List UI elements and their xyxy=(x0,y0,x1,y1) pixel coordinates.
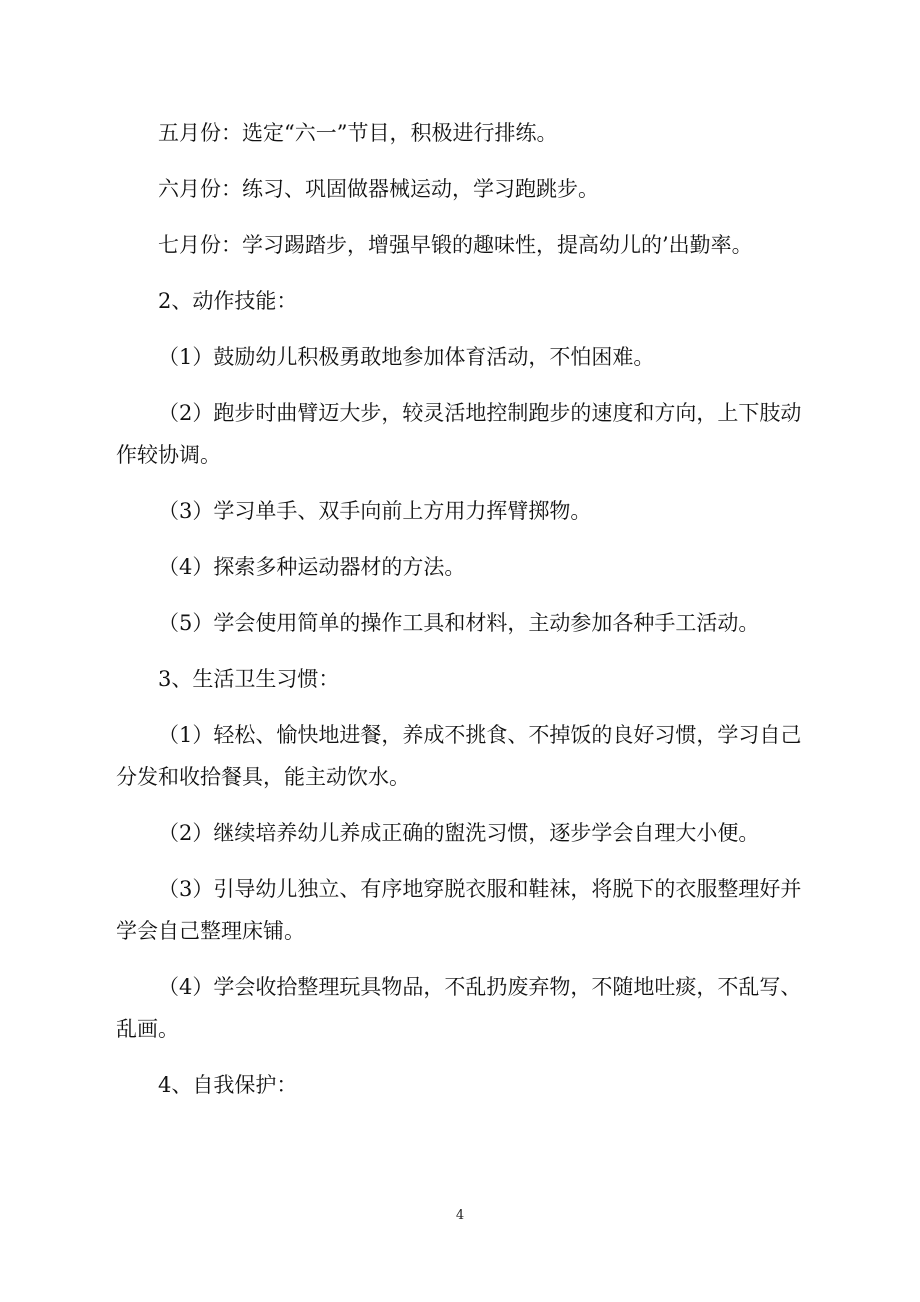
paragraph-hygiene-4: （4）学会收拾整理玩具物品，不乱扔废弃物，不随地吐痰，不乱写、乱画。 xyxy=(116,975,802,1041)
paragraph-motor-2: （2）跑步时曲臂迈大步，较灵活地控制跑步的速度和方向，上下肢动作较协调。 xyxy=(116,401,802,467)
paragraph-motor-5: （5）学会使用简单的操作工具和材料，主动参加各种手工活动。 xyxy=(158,611,760,635)
paragraph-may: 五月份：选定“六一”节目，积极进行排练。 xyxy=(158,121,558,145)
paragraph-motor-4: （4）探索多种运动器材的方法。 xyxy=(158,555,466,579)
paragraph-july: 七月份：学习踢踏步，增强早锻的趣味性，提高幼儿的’出勤率。 xyxy=(158,233,753,257)
section-heading-hygiene: 3、生活卫生习惯： xyxy=(158,667,340,691)
paragraph-motor-1: （1）鼓励幼儿积极勇敢地参加体育活动，不怕困难。 xyxy=(158,345,655,369)
section-heading-self-protection: 4、自我保护： xyxy=(158,1073,298,1097)
section-heading-motor-skills: 2、动作技能： xyxy=(158,289,298,313)
paragraph-hygiene-1: （1）轻松、愉快地进餐，养成不挑食、不掉饭的良好习惯，学习自己分发和收拾餐具，能主动饮水。 xyxy=(116,723,802,789)
paragraph-motor-3: （3）学习单手、双手向前上方用力挥臂掷物。 xyxy=(158,499,592,523)
paragraph-june: 六月份：练习、巩固做器械运动，学习跑跳步。 xyxy=(158,177,599,201)
page-number: 4 xyxy=(455,1208,465,1223)
paragraph-hygiene-2: （2）继续培养幼儿养成正确的盥洗习惯，逐步学会自理大小便。 xyxy=(158,821,760,845)
document-body xyxy=(116,112,808,1120)
paragraph-hygiene-3: （3）引导幼儿独立、有序地穿脱衣服和鞋袜，将脱下的衣服整理好并学会自己整理床铺。 xyxy=(116,877,802,943)
